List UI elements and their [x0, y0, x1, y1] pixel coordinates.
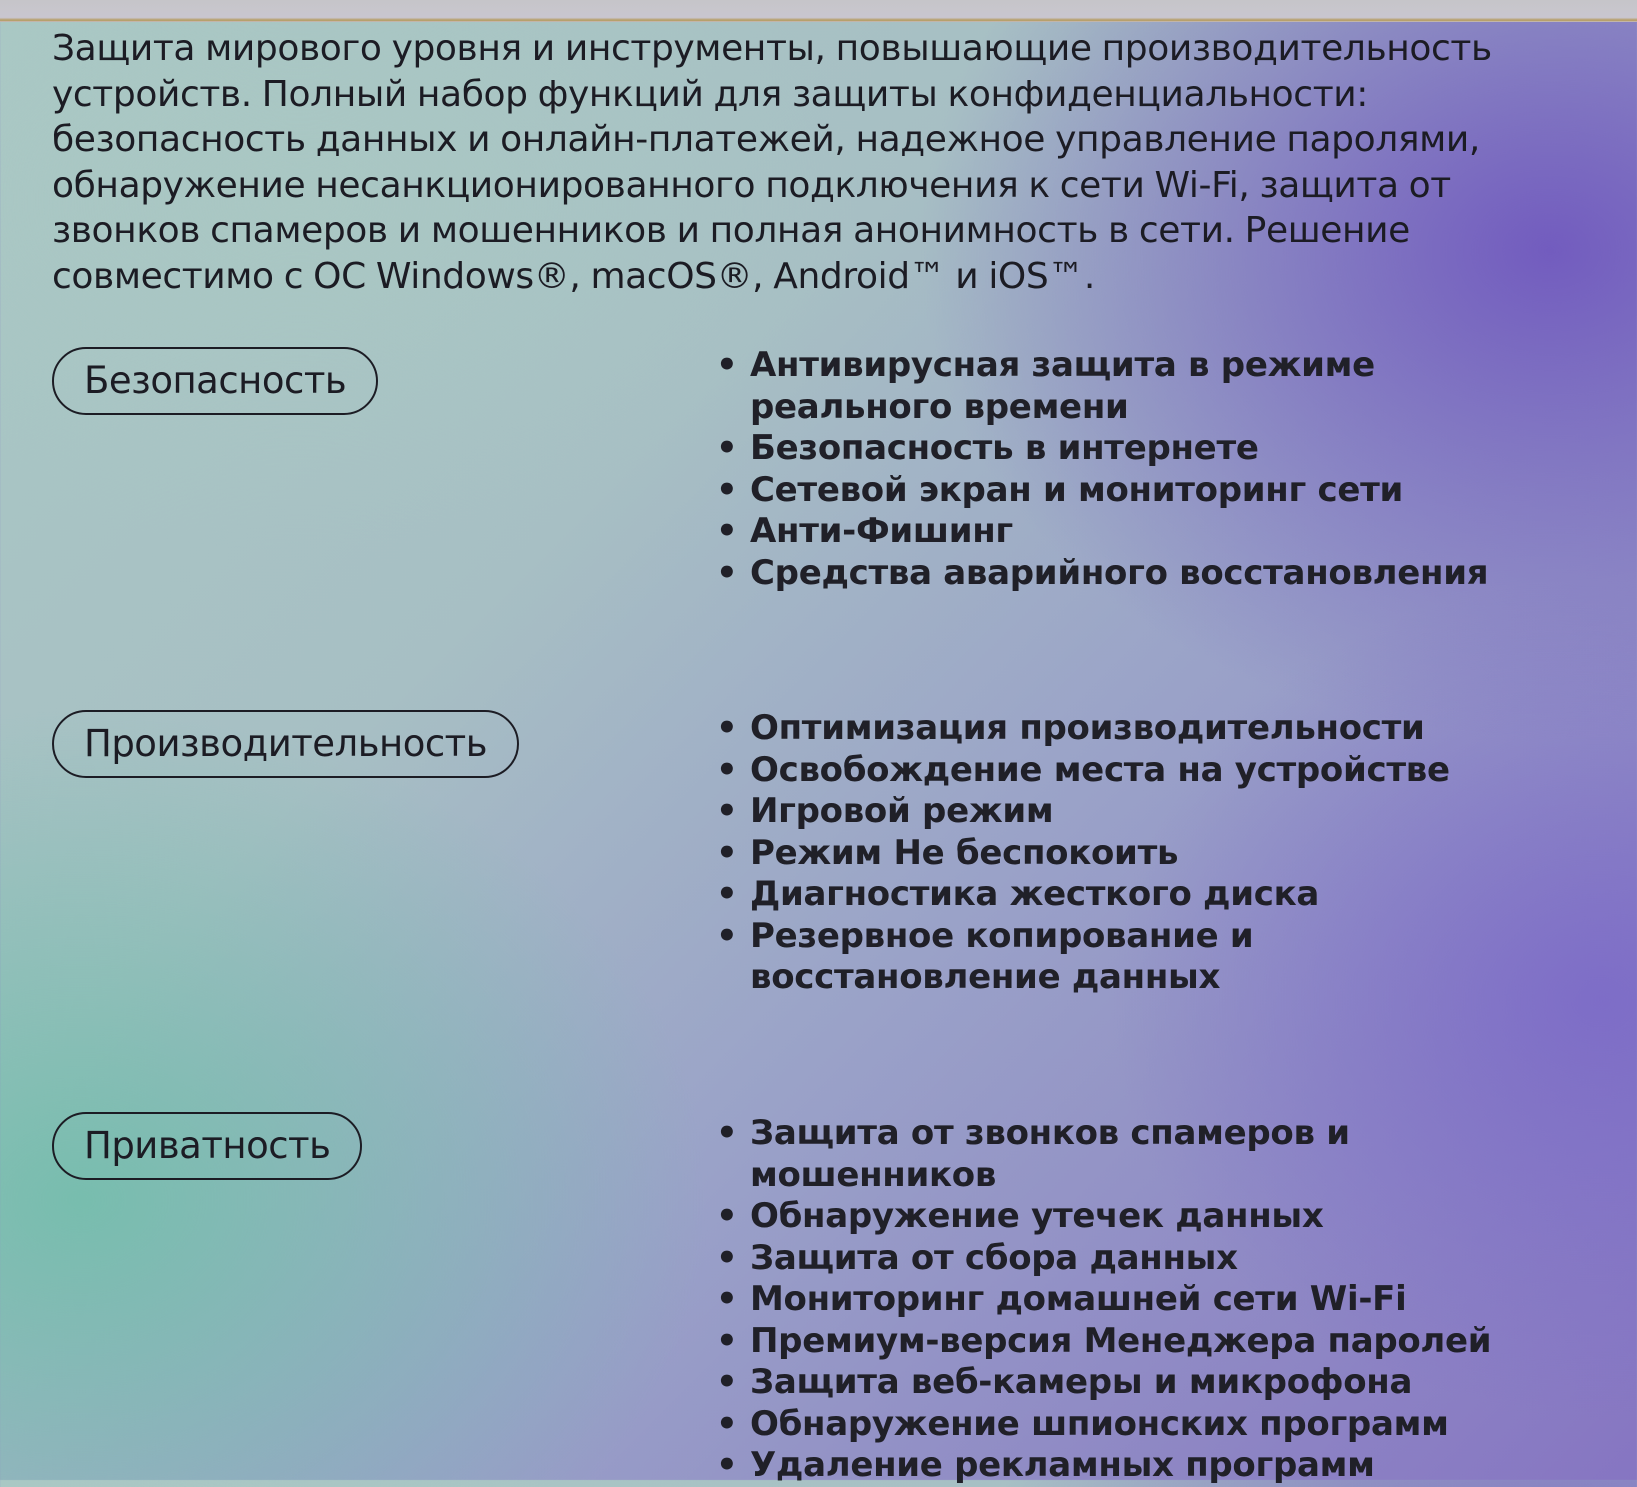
- bullet: •: [716, 511, 738, 551]
- intro-line: совместимо с ОС Windows®, macOS®, Android™ и iOS™.: [52, 255, 1095, 297]
- feature-text: Резервное копирование и восстановление данных: [750, 915, 1254, 997]
- feature-list-performance: [712, 708, 1572, 999]
- bullet: •: [716, 428, 738, 468]
- bullet: •: [716, 1113, 738, 1153]
- bullet: •: [716, 749, 738, 790]
- section-label-privacy: Приватность: [52, 1112, 362, 1180]
- bullet: •: [716, 708, 738, 748]
- intro-line: Защита мирового уровня и инструменты, повышающие производительность: [52, 28, 1492, 69]
- intro-line: безопасность данных и онлайн-платежей, надежное управление паролями,: [52, 119, 1480, 160]
- feature-text: Игровой режим: [750, 791, 1054, 831]
- bullet: •: [716, 1320, 738, 1361]
- feature-text: Режим Не беспокоить: [750, 832, 1179, 873]
- feature-item: [712, 470, 1572, 512]
- feature-text: Безопасность в интернете: [750, 428, 1259, 468]
- bullet: •: [716, 1445, 738, 1485]
- bullet: •: [716, 874, 738, 914]
- feature-item: [712, 553, 1572, 595]
- feature-list-security: [712, 345, 1572, 594]
- feature-item: [712, 916, 1572, 999]
- feature-item: [712, 791, 1572, 833]
- feature-text: Премиум-версия Менеджера паролей: [750, 1320, 1492, 1361]
- feature-item: [712, 1196, 1572, 1238]
- feature-item: [712, 1113, 1572, 1196]
- feature-item: [712, 708, 1572, 750]
- feature-text: Защита от звонков спамеров и мошенников: [750, 1113, 1350, 1195]
- feature-item: [712, 1238, 1572, 1280]
- bullet: •: [716, 345, 738, 385]
- bullet: •: [716, 1196, 738, 1236]
- intro-line: звонков спамеров и мошенников и полная анонимность в сети. Решение: [52, 210, 1410, 251]
- feature-item: [712, 833, 1572, 875]
- feature-list-privacy: [712, 1113, 1572, 1487]
- feature-item: [712, 1321, 1572, 1363]
- feature-text: Удаление рекламных программ: [750, 1445, 1375, 1485]
- bullet: •: [716, 791, 738, 831]
- feature-item: [712, 428, 1572, 470]
- bullet: •: [716, 1237, 738, 1278]
- section-label-security: Безопасность: [52, 347, 378, 415]
- feature-item: [712, 1445, 1572, 1487]
- bullet: •: [716, 915, 738, 956]
- section-label-performance: Производительность: [52, 710, 519, 778]
- box-top-edge: [0, 0, 1637, 22]
- feature-item: [712, 750, 1572, 792]
- feature-text: Защита веб-камеры и микрофона: [750, 1362, 1413, 1402]
- bullet: •: [716, 469, 738, 510]
- bullet: •: [716, 1362, 738, 1402]
- bullet: •: [716, 1279, 738, 1319]
- intro-paragraph: [52, 26, 1612, 299]
- feature-text: Средства аварийного восстановления: [750, 552, 1489, 593]
- feature-text: Освобождение места на устройстве: [750, 749, 1450, 790]
- feature-text: Защита от сбора данных: [750, 1237, 1238, 1278]
- feature-item: [712, 1279, 1572, 1321]
- feature-item: [712, 874, 1572, 916]
- feature-item: [712, 1362, 1572, 1404]
- intro-line: обнаружение несанкционированного подключения к сети Wi-Fi, защита от: [52, 164, 1451, 206]
- bullet: •: [716, 552, 738, 593]
- feature-text: Обнаружение утечек данных: [750, 1196, 1324, 1236]
- feature-text: Мониторинг домашней сети Wi-Fi: [750, 1279, 1407, 1319]
- feature-text: Сетевой экран и мониторинг сети: [750, 469, 1404, 510]
- feature-item: [712, 345, 1572, 428]
- feature-text: Обнаружение шпионских программ: [750, 1403, 1449, 1444]
- feature-text: Диагностика жесткого диска: [750, 874, 1320, 914]
- feature-text: Оптимизация производительности: [750, 708, 1425, 748]
- intro-line: устройств. Полный набор функций для защиты конфиденциальности:: [52, 73, 1368, 115]
- feature-item: [712, 511, 1572, 553]
- feature-item: [712, 1404, 1572, 1446]
- bullet: •: [716, 1403, 738, 1444]
- feature-text: Антивирусная защита в режиме реального времени: [750, 345, 1375, 427]
- feature-text: Анти-Фишинг: [750, 511, 1013, 551]
- bullet: •: [716, 832, 738, 873]
